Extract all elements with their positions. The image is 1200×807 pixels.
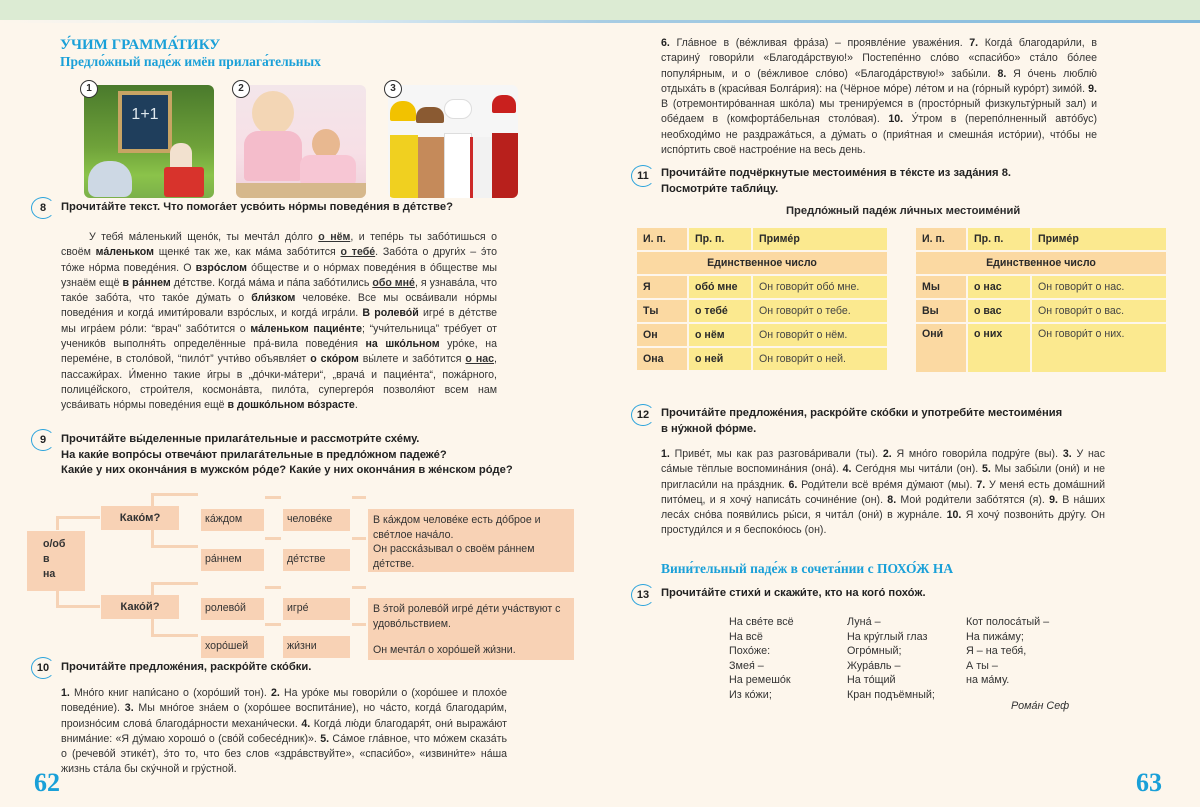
picture-2-number: 2 <box>232 80 250 98</box>
header-prepositional: Пр. п. <box>689 228 751 250</box>
task-8-title: Прочита́йте текст. Что помога́ет усво́ить но́рмы поведе́ния в де́тстве? <box>61 201 453 213</box>
cowboy-hat <box>416 107 444 123</box>
header-nominative: И. п. <box>637 228 687 250</box>
diagram-noun: жи́зни <box>283 636 350 658</box>
girl-head <box>252 91 294 135</box>
page-62 <box>0 23 600 807</box>
red-chair <box>164 167 204 197</box>
table-row: Она о ней Он говори́т о ней. <box>637 348 887 370</box>
picture-1-number: 1 <box>80 80 98 98</box>
task-11-number: 11 <box>631 165 655 187</box>
cowboy-costume <box>418 137 444 198</box>
page-63 <box>600 23 1200 807</box>
diagram-noun: челове́ке <box>283 509 350 531</box>
teddy-bear <box>88 161 132 197</box>
diagram-adjective: ролево́й <box>201 598 264 620</box>
diagram-examples-feminine: В э́той ролево́й игре́ де́ти уча́ствуют с удово́льствием. Он мечта́л о хоро́шей жи́зни. <box>368 598 574 660</box>
task-8-text: У тебя́ ма́ленький щено́к, ты мечта́л до́лго о нём, и тепе́рь ты забо́тишься о своём ма́леньком щенке́ так же, как ма́ма забо́тится о тебе́. Забо́та о други́х – э́то то́же но́рма поведе́ния. О взро́слом о́бществе и о но́рмах поведе́ния в о́бществе мы узнаём ещё в ра́ннем де́тстве. Когда́ ма́ма и па́па забо́тились обо мне́, я узнава́ла, что тако́е забо́та, что тако́е ду́мать о бли́зком челове́ке. Все мы осва́ивали но́рмы поведе́ния и когда́ имити́ровали взро́слых, и когда́ игра́ли. В ролево́й игре́ в де́тстве мы игра́ем ро́ли: “врач” забо́тится о ма́леньком пацие́нте; “учи́тельница” тре́бует от ученико́в выполня́ть определённые пра́-вила поведе́ния на шко́льном уро́ке, на переме́не, в столо́вой, “пило́т” учти́во объявля́ет о ско́ром вы́лете и забо́тится о нас, пассажи́рах. И́менно такие и́гры в „до́чки-ма́тери“, „врача́ и пацие́нта“, пожа́рного, полице́йского, строи́теля, космона́вта, пило́та, супергеро́я позволя́ют всем нам усва́ивать но́рмы поведе́ния ещё в дошко́льном во́зрасте. <box>61 231 498 412</box>
task-11-title: Прочита́йте подчёркнутые местоиме́ния в те́ксте из зада́ния 8. Посмотри́те табли́цу. <box>661 167 1012 195</box>
task-12-text: 1. Приве́т, мы как раз разгова́ривали (ты). 2. Я мно́го говори́ла подру́ге (вы). 3. У нас са́мые тёплые воспомина́ния (она́). 4. Сего́дня мы чита́ли (он). 5. Мы забы́ли (они́) и не пригласи́ли на пра́здник. 6. Роди́тели всё вре́мя ду́мают (мы). 7. У меня́ есть дома́шний пито́мец, и я хочу́ написа́ть сочине́ние (он). 8. Мои́ роди́тели забо́тятся (я). 9. В на́ших леса́х сно́ва появи́лись ры́си, я чита́л (они́) в журна́ле. 10. Я хочу́ позвони́ть дру́гу. Он простуди́лся и я беспоко́юсь (он). <box>661 448 1106 537</box>
header-example: Приме́р <box>753 228 887 250</box>
task-13-number: 13 <box>631 584 655 606</box>
crib <box>236 183 366 198</box>
diagram-question-kakom: Како́м? <box>101 506 179 530</box>
section-subtitle: Предло́жный паде́ж имён прилага́тельных <box>60 54 321 69</box>
task-12-title: Прочита́йте предложе́ния, раскро́йте ско́бки и употреби́те местоиме́ния в ну́жной фо́рме. <box>661 407 1063 435</box>
section-2-title: Вини́тельный паде́ж в сочета́нии с ПОХО́Ж НА <box>661 561 954 576</box>
task-10-continued-text: 6. Гла́вное в (ве́жливая фра́за) – проявле́ние уваже́ния. 7. Когда́ благодари́ли, в старину́ говори́ли «Благода́рствую!» Постепе́нно сло́во «спаси́бо» ста́ло бо́лее популя́рным, и о (ве́жливое сло́во) «Благода́рствую!» забы́ли. 8. Я о́чень люблю́ отдыха́ть в (краси́вая Болга́рия): на (Чёрное мо́ре) ле́том и на (го́рный куро́рт) зимо́й. 9. В (отремонтиро́ванная шко́ла) мы трениру́емся в (просто́рный физкульту́рный зал) и обе́даем в (комфорта́бельная столо́вая). 10. У́тром в (перепо́лненный авто́бус) необходи́мо не раздража́ться, а ду́мать о (прия́тная и смешна́я исто́рии), что́бы не испо́ртить своё настрое́ние на весь день. <box>661 37 1097 157</box>
table-row: Мы о нас Он говори́т о нас. <box>916 276 1166 298</box>
header-nominative: И. п. <box>916 228 966 250</box>
pronoun-table-plural <box>914 226 1168 374</box>
task-12-number: 12 <box>631 404 655 426</box>
firefighter-coat <box>492 133 518 198</box>
chef-hat <box>444 99 472 119</box>
diagram-noun: де́тстве <box>283 549 350 571</box>
construction-helmet <box>390 101 416 121</box>
construction-vest <box>390 135 418 198</box>
picture-2 <box>236 85 366 198</box>
diagram-examples-masculine: В ка́ждом челове́ке есть до́брое и све́тлое нача́ло. Он расска́зывал о своём ра́ннем де́тстве. <box>368 509 574 572</box>
chalkboard: 1+1 <box>122 95 168 149</box>
girl-body <box>244 131 302 181</box>
diagram-adjective: ра́ннем <box>201 549 264 571</box>
page-number: 63 <box>1136 768 1162 797</box>
poem-column-2: Луна́ – На кру́глый глаз Огро́мный; Жура́вль – На то́щий Кран подъёмный; <box>847 616 935 701</box>
task-9-title: Прочита́йте вы́деленные прилага́тельные и рассмотри́те схе́му. На каки́е вопро́сы отвеча́ют прилага́тельные в предло́жном падеже́? Каки́е у них оконча́ния в мужско́м ро́де? Каки́е у них оконча́ния в же́нском ро́де? <box>61 433 513 476</box>
table-row: Он о нём Он говори́т о нём. <box>637 324 887 346</box>
header-prepositional: Пр. п. <box>968 228 1030 250</box>
diagram-question-kakoy: Како́й? <box>101 595 179 619</box>
table-title: Предло́жный паде́ж ли́чных местоиме́ний <box>786 205 1021 217</box>
chef-coat <box>444 133 472 198</box>
table-row: Вы о вас Он говори́т о вас. <box>916 300 1166 322</box>
table-row: Они́ о них Он говори́т о них. <box>916 324 1166 372</box>
pronoun-table-singular <box>635 226 889 372</box>
task-8-number: 8 <box>31 197 55 219</box>
page-number: 62 <box>34 768 60 797</box>
task-13-title: Прочита́йте стихи́ и скажи́те, кто на кого́ похо́ж. <box>661 587 926 599</box>
table-row: Я обо́ мне Он говори́т обо́ мне. <box>637 276 887 298</box>
poem-author: Рома́н Сеф <box>1011 700 1070 712</box>
diagram-noun: игре́ <box>283 598 350 620</box>
section-title: У́ЧИМ ГРАММА́ТИКУ <box>60 37 221 53</box>
picture-3-number: 3 <box>384 80 402 98</box>
header-example: Приме́р <box>1032 228 1166 250</box>
task-10-text: 1. Мно́го книг напи́сано о (хоро́ший тон). 2. На уро́ке мы говори́ли о (хоро́шее и плохо́е поведе́ние). 3. Мы мно́гое зна́ем о (хоро́шее воспита́ние), но ча́сто, когда́ благодари́м, произно́сим слова́ благода́рности механи́чески. 4. Когда́ лю́ди благодаря́т, они́ выража́ют внима́ние: «Я ду́маю хорошо́ о (сво́й собесе́дник)». 5. Са́мое гла́вное, что мо́жем сказа́ть о (речево́й этике́т), э́то то, что без слов «здра́вствуйте», «спаси́бо», «извини́те» на́ша жизнь ста́ла бы ску́чной и гру́стной. <box>61 687 508 776</box>
picture-3 <box>388 85 518 198</box>
poem-column-1: На све́те всё На всё Похо́же: Змея́ – На ремешо́к Из ко́жи; <box>729 616 794 701</box>
diagram-prepositions-box: о/об в на <box>27 531 85 591</box>
task-10-title: Прочита́йте предложе́ния, раскро́йте ско́бки. <box>61 661 312 673</box>
firefighter-helmet <box>492 95 516 113</box>
task-9-number: 9 <box>31 429 55 451</box>
table-row: Ты о тебе́ Он говори́т о тебе. <box>637 300 887 322</box>
picture-1 <box>84 85 214 198</box>
diagram-adjective: хоро́шей <box>201 636 264 658</box>
top-band <box>0 0 1200 20</box>
task-10-number: 10 <box>31 657 55 679</box>
poem-column-3: Кот полоса́тый – На пижа́му; Я – на тебя́, А ты – на ма́му. <box>966 616 1050 687</box>
number-label: Единственное число <box>637 252 887 274</box>
diagram-adjective: ка́ждом <box>201 509 264 531</box>
number-label: Единственное число <box>916 252 1166 274</box>
